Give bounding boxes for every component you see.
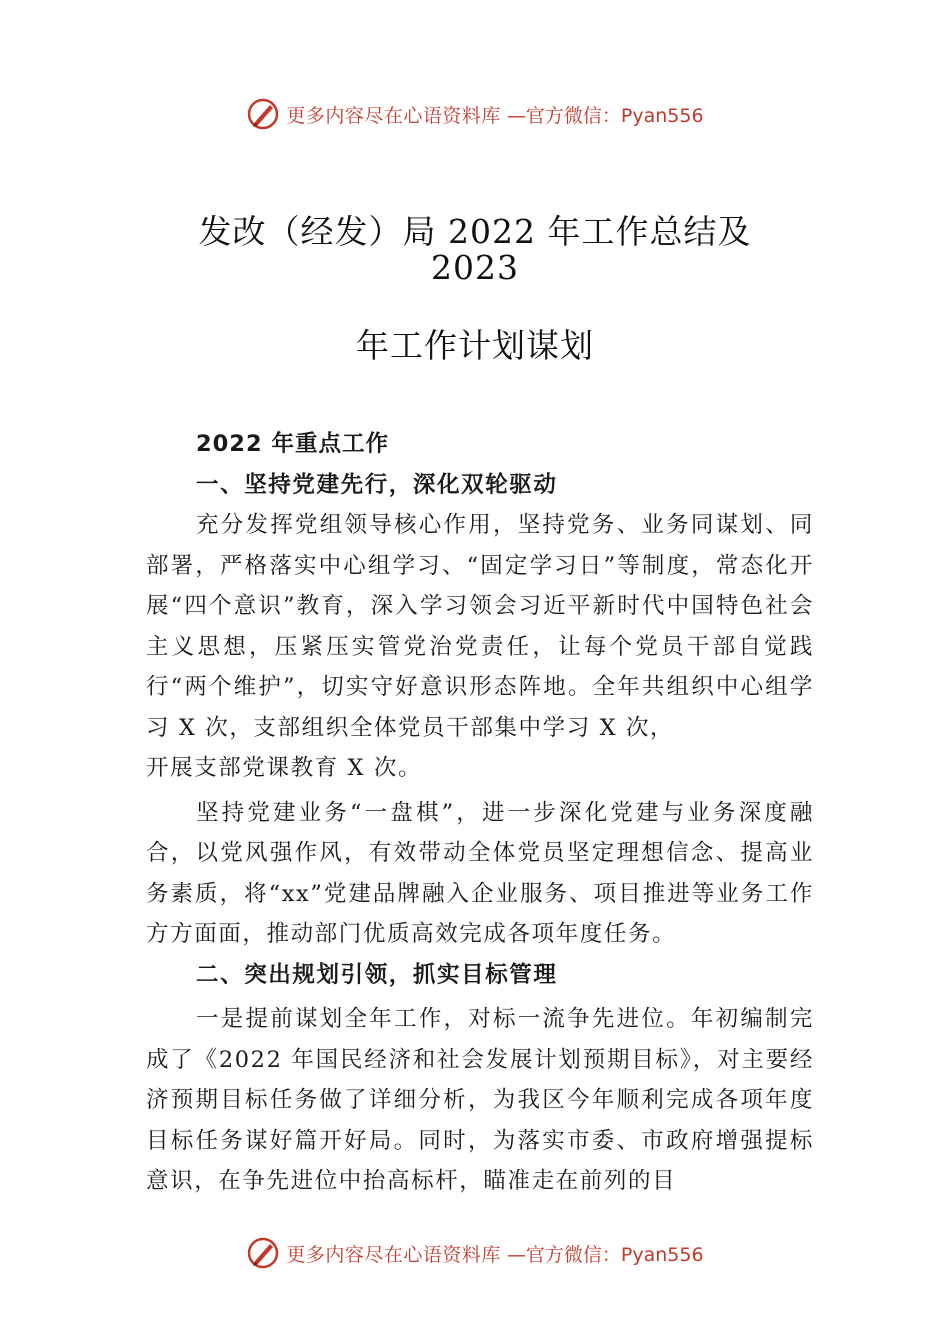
doc-title-line-2: 2023 — [431, 248, 519, 287]
watermark-banner-top — [0, 94, 950, 134]
pen-circle-logo-icon — [246, 1236, 280, 1270]
doc-title-line-1: 发改（经发）局 2022 年工作总结及 — [198, 212, 752, 251]
paragraph-1b: 开展支部党课教育 X 次。 — [146, 755, 423, 781]
paragraph-1a: 充分发挥党组领导核心作用，坚持党务、业务同谋划、同部署，严格落实中心组学习、“固定学习日”等制度，常态化开展“四个意识”教育，深入学习领会习近平新时代中国特色社会主义思想，压紧压实管党治党责任，让每个党员干部自觉践行“两个维护”，切实守好意识形态阵地。全年共组织中心组学习 X 次，支部组织全体党员干部集中学习 X 次， — [146, 512, 814, 741]
section-heading: 2022 年重点工作 — [196, 431, 389, 457]
document-body — [146, 424, 814, 1202]
watermark-brand: 更多内容尽在心语资料库 — [286, 104, 501, 127]
doc-title-line-3: 年工作计划谋划 — [356, 326, 594, 365]
paragraph-2: 坚持党建业务“一盘棋”，进一步深化党建与业务深度融合，以党风强作风，有效带动全体党员坚定理想信念、提高业务素质，将“xx”党建品牌融入企业服务、项目推进等业务工作方方面面，推动部门优质高效完成各项年度任务。 — [146, 799, 814, 947]
heading-1: 一、坚持党建先行，深化双轮驱动 — [196, 471, 558, 498]
pen-circle-logo-icon — [246, 97, 280, 131]
watermark-brand: 更多内容尽在心语资料库 — [286, 1243, 501, 1266]
paragraph-3: 一是提前谋划全年工作，对标一流争先进位。年初编制完成了《2022 年国民经济和社会发展计划预期目标》，对主要经济预期目标任务做了详细分析，为我区今年顺利完成各项年度目标任务谋好篇开好局。同时，为落实市委、市政府增强提标意识，在争先进位中抬高标杆，瞄准走在前列的目 — [146, 1006, 814, 1194]
heading-2: 二、突出规划引领，抓实目标管理 — [196, 961, 558, 988]
watermark-wechat: —官方微信：Pyan556 — [506, 104, 704, 127]
watermark-wechat: —官方微信：Pyan556 — [506, 1243, 704, 1266]
watermark-banner-bottom — [0, 1233, 950, 1273]
